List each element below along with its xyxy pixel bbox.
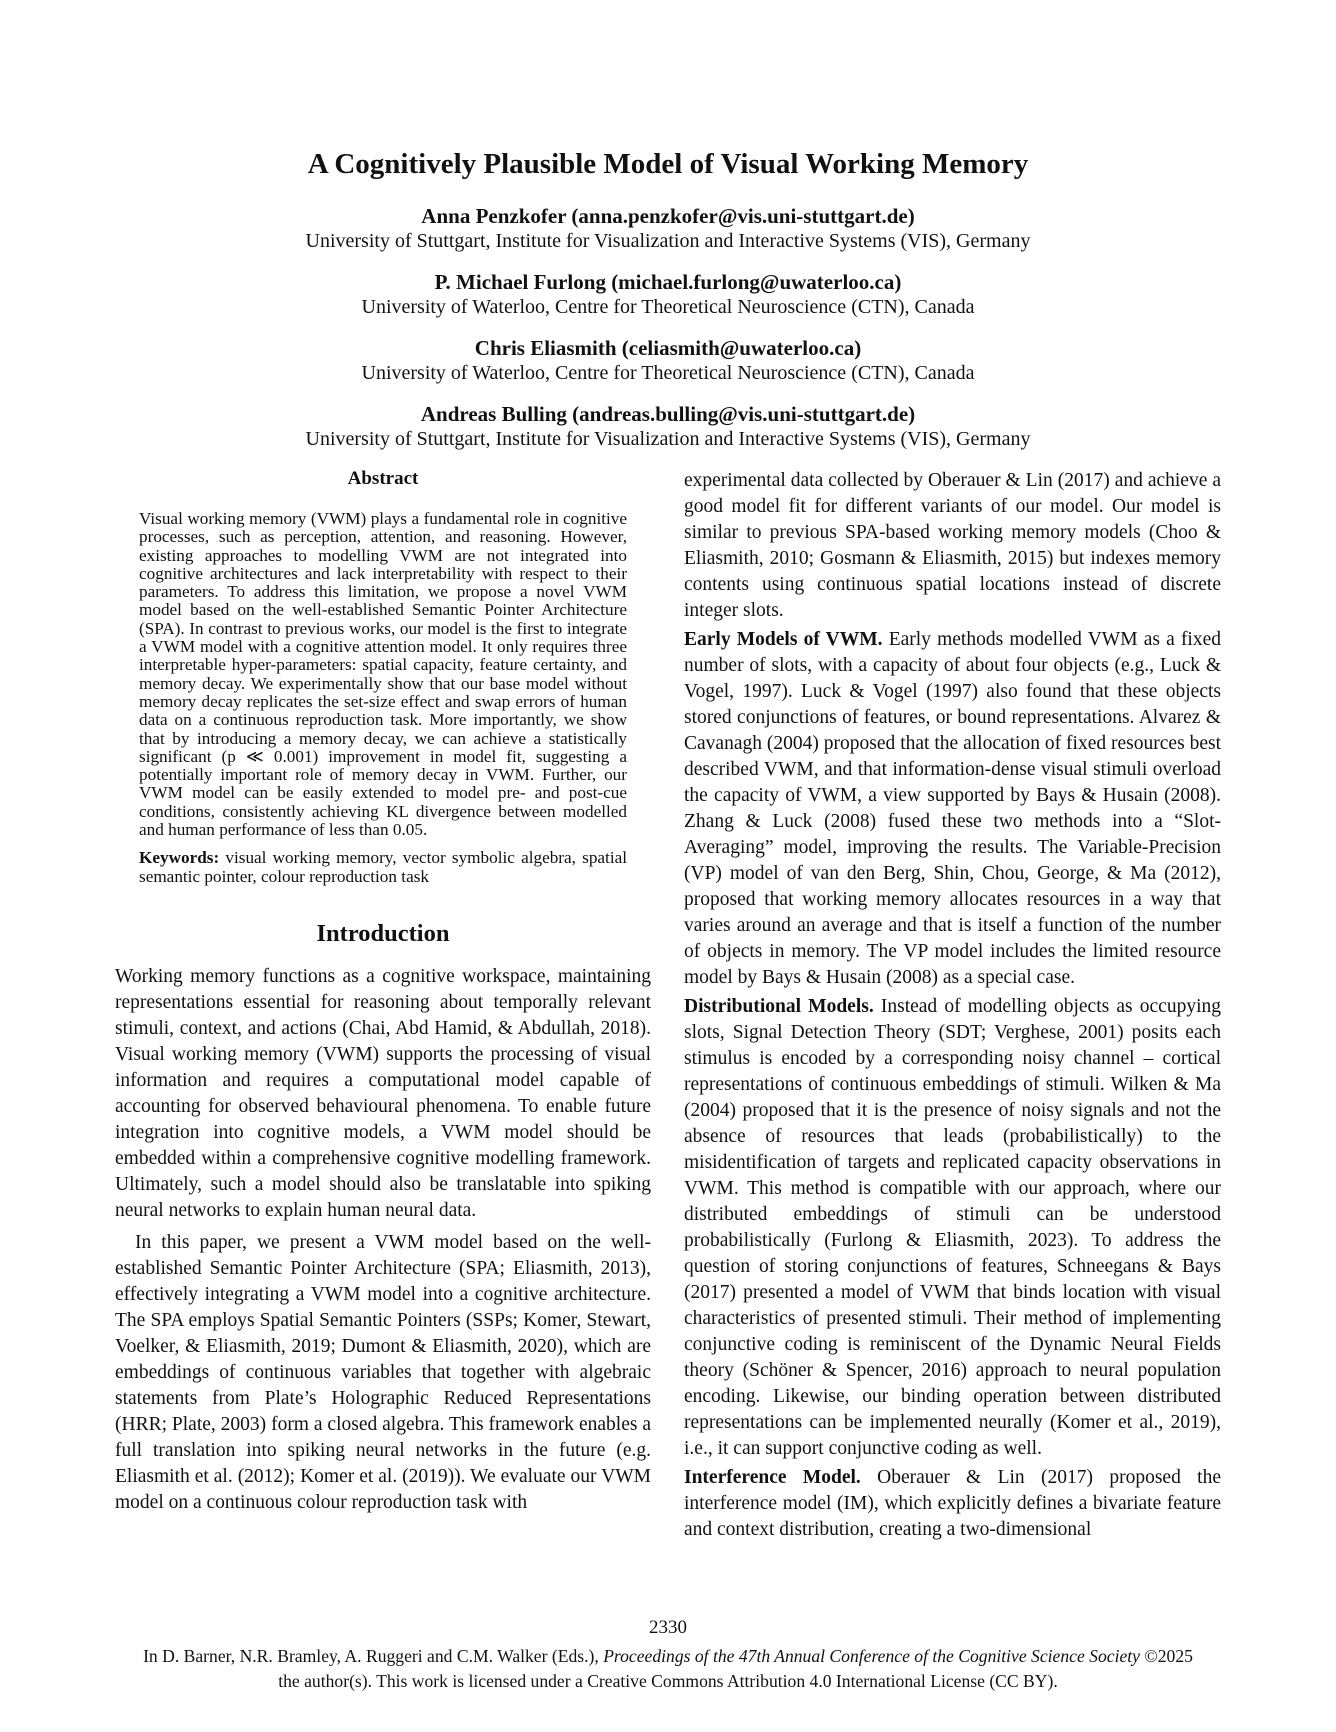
intro-paragraph-1: Working memory functions as a cognitive workspace, maintaining representations essential for reasoning about temporally relevant stimuli, context, and actions (Chai, Abd Hamid, & Abdullah, 2018). Visual working memory (VWM) supports the processing of visual information and requires a computational model capable of accounting for observed behavioural phenomena. To enable future integration into cognitive models, a VWM model should be embedded within a comprehensive cognitive modelling framework. Ultimately, such a model should also be translatable into spiking neural networks to explain human neural data. bbox=[115, 965, 651, 1221]
early-models-paragraph bbox=[684, 627, 1221, 991]
author-affiliation: University of Waterloo, Centre for Theoretical Neuroscience (CTN), Canada bbox=[361, 296, 975, 318]
continued-paragraph: experimental data collected by Oberauer & Lin (2017) and achieve a good model fit for different variants of our model. Our model is similar to previous SPA-based working memory models (Choo & Eliasmith, 2010; Gosmann & Eliasmith, 2015) but indexes memory contents using continuous spatial locations instead of discrete integer slots. bbox=[684, 470, 1221, 621]
distributional-models-text: Instead of modelling objects as occupying slots, Signal Detection Theory (SDT; Verghese, 2001) posits each stimulus is encoded by a corresponding noisy channel – cortical representations of continuous embeddings of stimuli. Wilken & Ma (2004) proposed that it is the presence of noisy signals and not the absence of resources that leads (probabilistically) to the misidentification of targets and replicated capacity observations in VWM. This method is compatible with our approach, where our distributed embeddings of stimuli can be understood probabilistically (Furlong & Eliasmith, 2023). To address the question of storing conjunctions of features, Schneegans & Bays (2017) presented a model of VWM that binds location with visual characteristics of presented stimuli. Their method of implementing conjunctive coding is reminiscent of the Dynamic Neural Fields theory (Schöner & Spencer, 2016) approach to neural population encoding. Likewise, our binding operation between distributed representations can be implemented neurally (Komer et al., 2019), i.e., it can support conjunctive coding as well. bbox=[684, 996, 1221, 1459]
author-entry bbox=[0, 401, 1336, 452]
paper-title: A Cognitively Plausible Model of Visual Working Memory bbox=[307, 148, 1029, 180]
author-name: P. Michael Furlong (michael.furlong@uwaterloo.ca) bbox=[434, 270, 902, 294]
footer-editors: In D. Barner, N.R. Bramley, A. Ruggeri and C.M. Walker (Eds.), bbox=[143, 1646, 604, 1666]
early-models-heading: Early Models of VWM. bbox=[684, 629, 883, 650]
interference-model-heading: Interference Model. bbox=[684, 1467, 861, 1488]
left-column bbox=[115, 468, 651, 1516]
author-affiliation: University of Stuttgart, Institute for Visualization and Interactive Systems (VIS), Germany bbox=[305, 428, 1031, 450]
author-entry bbox=[0, 269, 1336, 320]
author-name: Andreas Bulling (andreas.bulling@vis.uni-stuttgart.de) bbox=[420, 402, 916, 426]
author-block bbox=[0, 203, 1336, 467]
abstract-text: Visual working memory (VWM) plays a fundamental role in cognitive processes, such as perception, attention, and reasoning. However, existing approaches to modelling VWM are not integrated into cognitive architectures and lack interpretability with respect to their parameters. To address this limitation, we propose a novel VWM model based on the well-established Semantic Pointer Architecture (SPA). In contrast to previous works, our model is the first to integrate a VWM model with a cognitive attention model. It only requires three interpretable hyper-parameters: spatial capacity, feature certainty, and memory decay. We experimentally show that our base model without memory decay replicates the set-size effect and swap errors of human data on a continuous reproduction task. More importantly, we show that by introducing a memory decay, we can achieve a statistically significant (p ≪ 0.001) improvement in model fit, suggesting a potentially important role of memory decay in VWM. Further, our VWM model can be easily extended to model pre- and post-cue conditions, consistently achieving KL divergence between modelled and human performance of less than 0.05. bbox=[139, 509, 627, 840]
interference-model-paragraph bbox=[684, 1465, 1221, 1543]
author-entry bbox=[0, 335, 1336, 386]
right-column bbox=[684, 468, 1221, 1546]
author-affiliation: University of Stuttgart, Institute for Visualization and Interactive Systems (VIS), Germany bbox=[305, 230, 1031, 252]
footer-license: ©2025 the author(s). This work is licensed under a Creative Commons Attribution 4.0 International License (CC BY). bbox=[278, 1646, 1193, 1691]
author-affiliation: University of Waterloo, Centre for Theoretical Neuroscience (CTN), Canada bbox=[361, 362, 975, 384]
author-name: Anna Penzkofer (anna.penzkofer@vis.uni-stuttgart.de) bbox=[421, 204, 915, 228]
page-number: 2330 bbox=[649, 1617, 687, 1638]
keywords bbox=[139, 849, 627, 886]
footer-proceedings-title: Proceedings of the 47th Annual Conference of the Cognitive Science Society bbox=[603, 1646, 1140, 1666]
introduction-heading: Introduction bbox=[316, 919, 450, 947]
distributional-models-paragraph bbox=[684, 994, 1221, 1462]
author-name: Chris Eliasmith (celiasmith@uwaterloo.ca) bbox=[474, 336, 862, 360]
abstract-heading: Abstract bbox=[347, 468, 419, 489]
keywords-text: visual working memory, vector symbolic algebra, spatial semantic pointer, colour reproduction task bbox=[139, 848, 627, 886]
interference-model-text: Oberauer & Lin (2017) proposed the interference model (IM), which explicitly defines a bivariate feature and context distribution, creating a two-dimensional bbox=[684, 1467, 1222, 1540]
early-models-text: Early methods modelled VWM as a fixed number of slots, with a capacity of about four objects (e.g., Luck & Vogel, 1997). Luck & Vogel (1997) also found that these objects stored conjunctions of features, or bound representations. Alvarez & Cavanagh (2004) proposed that the allocation of fixed resources best described VWM, and that information-dense visual stimuli overload the capacity of VWM, a view supported by Bays & Husain (2008). Zhang & Luck (2008) fused these two methods into a “Slot-Averaging” model, improving the results. The Variable-Precision (VP) model of van den Berg, Shin, Chou, George, & Ma (2012), proposed that working memory allocates resources in a way that varies around an average and that is itself a function of the number of objects in memory. The VP model includes the limited resource model by Bays & Husain (2008) as a special case. bbox=[684, 629, 1222, 988]
distributional-models-heading: Distributional Models. bbox=[684, 996, 874, 1017]
proceedings-footer bbox=[140, 1644, 1196, 1694]
author-entry bbox=[0, 203, 1336, 254]
keywords-label: Keywords: bbox=[139, 848, 220, 868]
intro-paragraph-2: In this paper, we present a VWM model based on the well-established Semantic Pointer Architecture (SPA; Eliasmith, 2013), effectively integrating a VWM model into a cognitive architecture. The SPA employs Spatial Semantic Pointers (SSPs; Komer, Stewart, Voelker, & Eliasmith, 2019; Dumont & Eliasmith, 2020), which are embeddings of continuous variables that together with algebraic statements from Plate’s Holographic Reduced Representations (HRR; Plate, 2003) form a closed algebra. This framework enables a full translation into spiking neural networks in the future (e.g. Eliasmith et al. (2012); Komer et al. (2019)). We evaluate our VWM model on a continuous colour reproduction task with bbox=[115, 1231, 651, 1513]
